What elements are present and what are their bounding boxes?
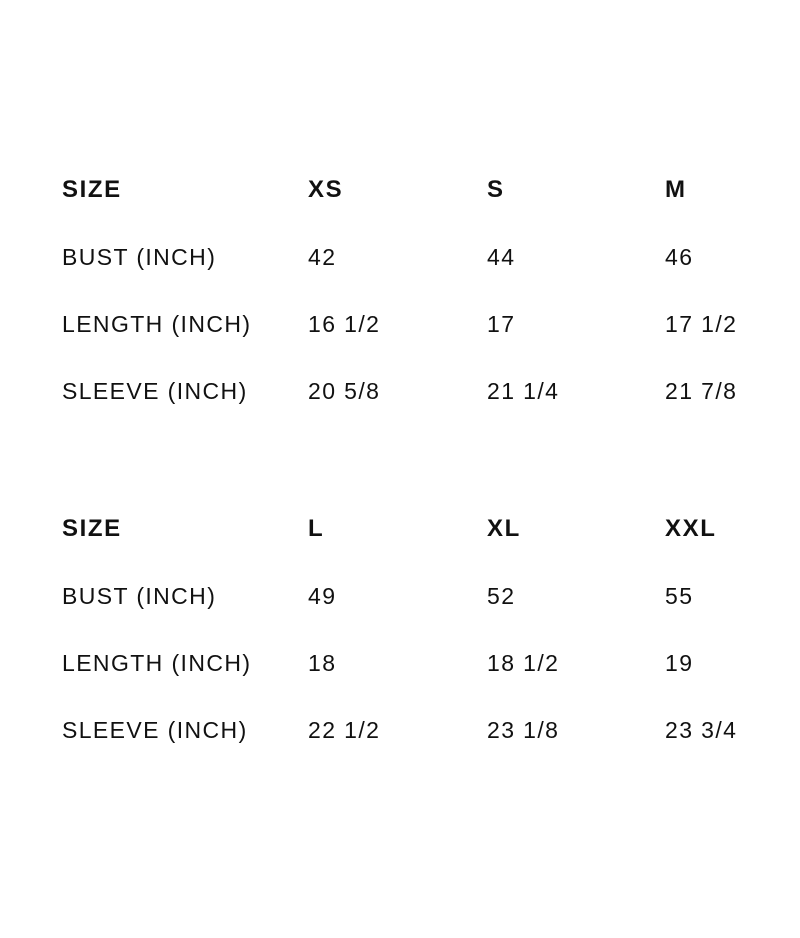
- header-col-s: S: [487, 176, 505, 203]
- bust-value-xxl: 55: [665, 583, 694, 609]
- header-col-m: M: [665, 176, 687, 203]
- bust-value-s: 44: [487, 244, 516, 270]
- table-header-row: [62, 176, 800, 243]
- header-col-xs: XS: [308, 176, 344, 203]
- table-row-length: [62, 310, 800, 377]
- table-row-bust: [62, 582, 800, 649]
- sleeve-value-l: 22 1/2: [308, 717, 381, 743]
- table-row-bust: [62, 243, 800, 310]
- length-value-s: 17: [487, 311, 516, 337]
- bust-value-xs: 42: [308, 244, 337, 270]
- table-row-length: [62, 649, 800, 716]
- length-value-l: 18: [308, 650, 337, 676]
- sleeve-value-xs: 20 5/8: [308, 378, 381, 404]
- length-value-xxl: 19: [665, 650, 694, 676]
- size-table-xs-s-m: [62, 176, 800, 444]
- header-col-xl: XL: [487, 515, 521, 542]
- length-value-xs: 16 1/2: [308, 311, 381, 337]
- sleeve-value-s: 21 1/4: [487, 378, 560, 404]
- row-label-sleeve: SLEEVE (INCH): [62, 378, 248, 404]
- size-table-l-xl-xxl: [62, 515, 800, 783]
- table-header-row: [62, 515, 800, 582]
- length-value-xl: 18 1/2: [487, 650, 560, 676]
- header-col-l: L: [308, 515, 325, 542]
- length-value-m: 17 1/2: [665, 311, 738, 337]
- sleeve-value-xxl: 23 3/4: [665, 717, 738, 743]
- table-row-sleeve: [62, 377, 800, 444]
- row-label-bust: BUST (INCH): [62, 583, 217, 609]
- sleeve-value-m: 21 7/8: [665, 378, 738, 404]
- row-label-length: LENGTH (INCH): [62, 311, 252, 337]
- header-col-xxl: XXL: [665, 515, 717, 542]
- row-label-sleeve: SLEEVE (INCH): [62, 717, 248, 743]
- row-label-length: LENGTH (INCH): [62, 650, 252, 676]
- bust-value-m: 46: [665, 244, 694, 270]
- table-row-sleeve: [62, 716, 800, 783]
- header-size-label: SIZE: [62, 176, 122, 203]
- bust-value-l: 49: [308, 583, 337, 609]
- bust-value-xl: 52: [487, 583, 516, 609]
- header-size-label: SIZE: [62, 515, 122, 542]
- row-label-bust: BUST (INCH): [62, 244, 217, 270]
- sleeve-value-xl: 23 1/8: [487, 717, 560, 743]
